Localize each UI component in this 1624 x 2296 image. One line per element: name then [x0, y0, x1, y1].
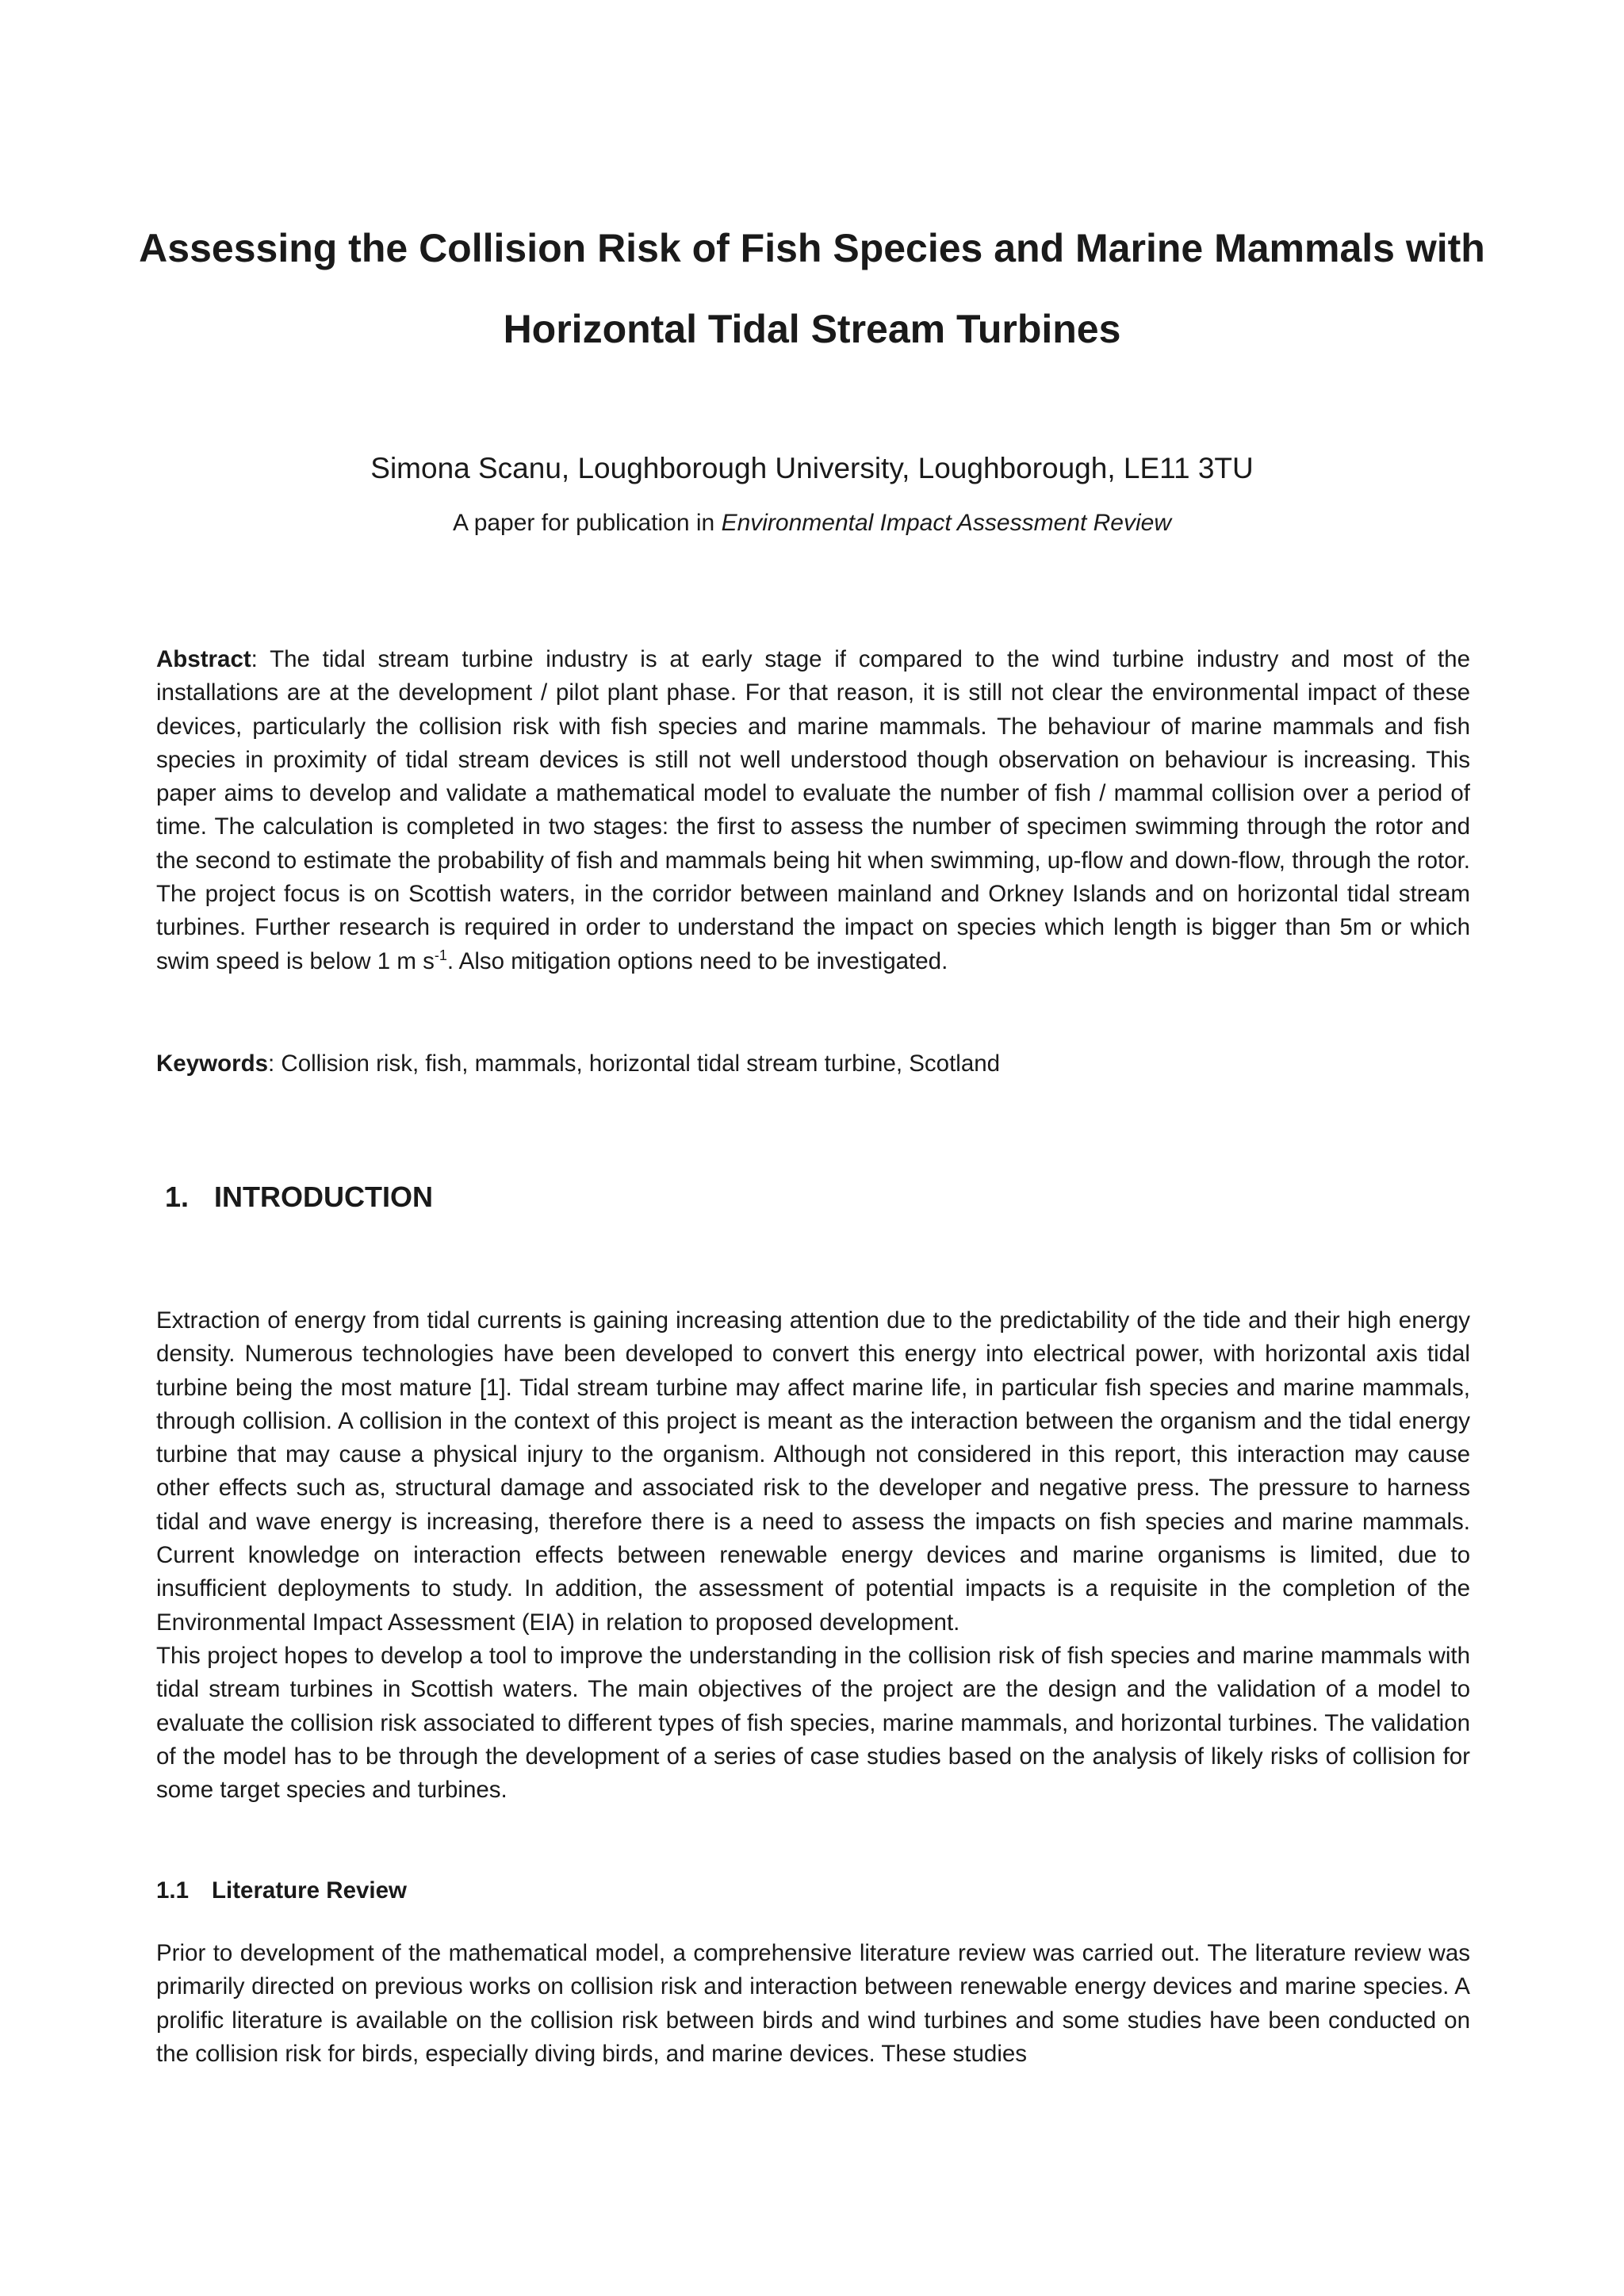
title-line-1: Assessing the Collision Risk of Fish Species and Marine Mammals with	[139, 226, 1485, 270]
introduction-body	[156, 1304, 1470, 1807]
section-title: INTRODUCTION	[214, 1181, 433, 1213]
literature-review-paragraph: Prior to development of the mathematical model, a comprehensive literature review was carried out. The literature review was primarily directed on previous works on collision risk and interaction between renewable energy devices and marine species. A prolific literature is available on the collision risk between birds and wind turbines and some studies have been conducted on the collision risk for birds, especially diving birds, and marine devices. These studies	[156, 1940, 1470, 2067]
publication-note	[119, 507, 1505, 539]
section-heading-introduction	[165, 1177, 433, 1217]
keywords-label: Keywords	[156, 1050, 268, 1077]
subsection-title: Literature Review	[212, 1877, 407, 1904]
subsection-number: 1.1	[156, 1877, 190, 1904]
section-number: 1.	[165, 1181, 190, 1213]
keywords-text: : Collision risk, fish, mammals, horizontal tidal stream turbine, Scotland	[268, 1050, 1001, 1077]
journal-name: Environmental Impact Assessment Review	[721, 510, 1171, 536]
publication-prefix: A paper for publication in	[453, 510, 722, 536]
author-line: Simona Scanu, Loughborough University, Loughborough, LE11 3TU	[370, 452, 1254, 484]
subsection-heading-literature-review	[156, 1874, 407, 1908]
abstract-superscript: -1	[434, 947, 447, 963]
abstract-text-end: . Also mitigation options need to be investigated.	[446, 947, 948, 974]
paper-title	[119, 208, 1505, 369]
title-line-2: Horizontal Tidal Stream Turbines	[503, 307, 1121, 351]
introduction-paragraph-2: This project hopes to develop a tool to improve the understanding in the collision risk of fish species and marine mammals with tidal stream turbines in Scottish waters. The main objectives of the project are the design and the validation of a model to evaluate the collision risk associated to different types of fish species, marine mammals, and horizontal turbines. The validation of the model has to be through the development of a series of case studies based on the analysis of likely risks of collision for some target species and turbines.	[156, 1642, 1470, 1804]
introduction-paragraph-1: Extraction of energy from tidal currents is gaining increasing attention due to the predictability of the tide and their high energy density. Numerous technologies have been developed to convert this energy into electrical power, with horizontal axis tidal turbine being the most mature [1]. Tidal stream turbine may affect marine life, in particular fish species and marine mammals, through collision. A collision in the context of this project is meant as the interaction between the organism and the tidal energy turbine that may cause a physical injury to the organism. Although not considered in this report, this interaction may cause other effects such as, structural damage and associated risk to the developer and negative press. The pressure to harness tidal and wave energy is increasing, therefore there is a need to assess the impacts on fish species and marine mammals. Current knowledge on interaction effects between renewable energy devices and marine organisms is limited, due to insufficient deployments to study. In addition, the assessment of potential impacts is a requisite in the completion of the Environmental Impact Assessment (EIA) in relation to proposed development.	[156, 1307, 1470, 1636]
keywords	[156, 1047, 1470, 1081]
abstract-label: Abstract	[156, 646, 251, 672]
abstract-text: : The tidal stream turbine industry is at early stage if compared to the wind turbine industry and most of the installations are at the development / pilot plant phase. For that reason, it is still not clear the environmental impact of these devices, particularly the collision risk with fish species and marine mammals. The behaviour of marine mammals and fish species in proximity of tidal stream devices is still not well understood though observation on behaviour is increasing. This paper aims to develop and validate a mathematical model to evaluate the number of fish / mammal collision over a period of time. The calculation is completed in two stages: the first to assess the number of specimen swimming through the rotor and the second to estimate the probability of fish and mammals being hit when swimming, up-flow and down-flow, through the rotor. The project focus is on Scottish waters, in the corridor between mainland and Orkney Islands and on horizontal tidal stream turbines. Further research is required in order to understand the impact on species which length is bigger than 5m or which swim speed is below 1 m s	[156, 646, 1470, 974]
abstract	[156, 643, 1470, 978]
